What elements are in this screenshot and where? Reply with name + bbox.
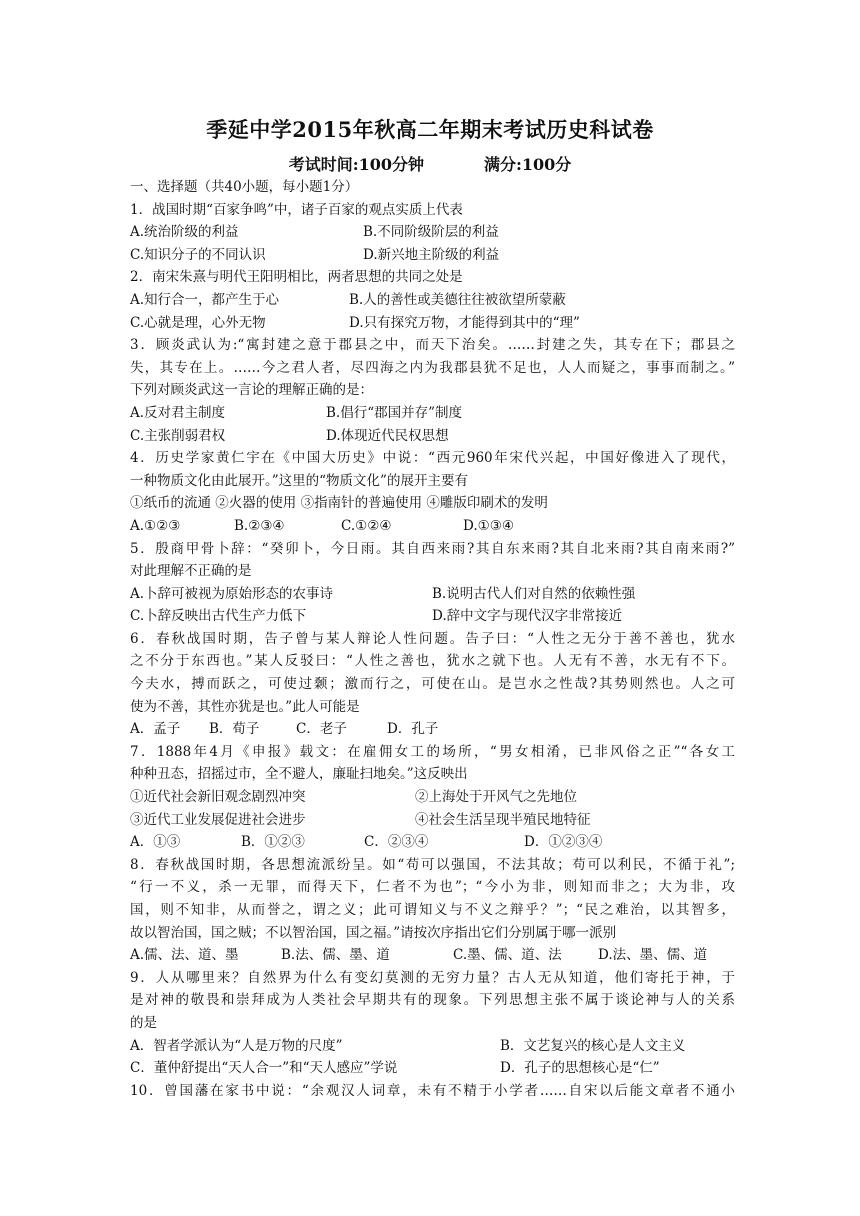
question-3-line: 下列对顾炎武这一言论的理解正确的是： [130,382,373,399]
option-d: D.新兴地主阶级的利益 [363,246,500,263]
exam-time: 考试时间:100分钟 [288,155,424,174]
question-8-line: 国，则不知非，从而誉之，谓之义；此可谓知义与不义之辩乎？”；“民之难治，以其智多， [130,902,735,918]
statement-3: ③近代工业发展促进社会进步 [130,811,306,828]
option-c: C.墨、儒、道、法 [453,947,562,964]
option-d: D．①②③④ [524,834,603,851]
question-8-options [130,944,735,967]
statement-4: ④社会生活呈现半殖民地特征 [415,811,591,828]
statement-2: ②上海处于开风气之先地位 [415,789,577,806]
option-a: A．①③ [130,834,181,851]
question-6-options [130,718,735,741]
option-c: C．董仲舒提出“天人合一”和“天人感应”学说 [130,1060,398,1077]
question-3-line: 失，其专在上。……今之君人者，尽四海之内为我郡县犹不足也，人人而疑之，事事而制之。” [130,359,735,376]
question-7-line: 种种丑态，招摇过市，全不避人，廉耻扫地矣。”这反映出 [130,766,468,783]
option-d: D.辞中文字与现代汉字非常接近 [432,608,623,625]
option-a: A．智者学派认为“人是万物的尺度” [130,1037,343,1054]
statement-1: ①近代社会新旧观念剧烈冲突 [130,789,306,806]
question-6-line: 今夫水，搏而跃之，可使过颡；激而行之，可使在山。是岂水之性哉?其势则然也。人之可 [130,676,735,693]
question-8-line: “行一不义，杀一无罪，而得天下，仁者不为也”；“今小为非，则知而非之；大为非，攻 [130,879,735,896]
question-1-options-ab [130,221,735,244]
question-8-line: 故以智治国，国之贼；不以智治国，国之福。”请按次序指出它们分别属于哪一派别 [130,924,617,941]
option-c: C．老子 [296,721,347,738]
question-9-line: 的是 [130,1014,157,1031]
question-6-line: 之不分于东西也。”某人反驳曰：“人性之善也，犹水之就下也。人无有不善，水无有不下。 [130,653,735,670]
full-score: 满分:100分 [484,155,572,174]
option-d: D.只有探究万物，才能得到其中的“理” [349,314,580,331]
section-heading: 一、选择题（共40小题，每小题1分） [130,179,359,195]
question-10-line: 10．曾国藩在家书中说：“余观汉人词章，未有不精于小学者……自宋以后能文章者不通小 [130,1082,735,1099]
exam-info [0,152,860,175]
question-8-line: 8．春秋战国时期，各思想流派纷呈。如“苟可以强国，不法其故；苟可以利民，不循于礼”; [130,856,735,873]
question-3-line: 3．顾炎武认为:“寓封建之意于郡县之中，而天下治矣。……封建之失，其专在下；郡县之 [130,337,735,354]
question-3-options-cd [130,425,735,448]
question-2-options-ab [130,289,735,312]
option-a: A.统治阶级的利益 [130,224,239,241]
option-b: B.②③④ [234,517,285,534]
option-a: A.知行合一，都产生于心 [130,291,280,308]
option-b: B．荀子 [209,721,260,738]
question-7-line: 7．1888年4月《申报》载文：在雇佣女工的场所，“男女相淆，已非风俗之正”“各女工 [130,743,735,760]
option-d: D．孔子 [387,721,439,738]
option-b: B.不同阶级阶层的利益 [363,224,499,241]
question-4-options [130,515,735,538]
option-d: D.法、墨、儒、道 [598,947,708,964]
question-6-line: 6．春秋战国时期，告子曾与某人辩论人性问题。告子曰：“人性之无分于善不善也，犹水 [130,630,735,647]
question-5-line: 5．殷商甲骨卜辞：“癸卯卜，今日雨。其自西来雨?其自东来雨?其自北来雨?其自南来雨?” [130,540,735,557]
exam-body [130,176,735,1102]
option-c: C．②③④ [364,834,429,851]
question-9-line: 9．人从哪里来？自然界为什么有变幻莫测的无穷力量？古人无从知道，他们寄托于神，于 [130,969,735,986]
question-7-statements-34 [130,809,735,832]
question-5-line: 对此理解不正确的是 [130,563,252,580]
option-b: B.说明古代人们对自然的依赖性强 [432,585,636,602]
question-7-options [130,831,735,854]
option-c: C.心就是理，心外无物 [130,314,266,331]
question-1-options-cd [130,244,735,267]
option-a: A.反对君主制度 [130,404,226,421]
question-3-options-ab [130,402,735,425]
question-5-options-cd [130,605,735,628]
question-6-line: 使为不善，其性亦犹是也。”此人可能是 [130,698,360,715]
option-a: A.①②③ [130,517,181,534]
option-a: A.卜辞可被视为原始形态的农事诗 [130,585,334,602]
option-b: B.人的善性或美德往往被欲望所蒙蔽 [349,291,566,308]
option-a: A.儒、法、道、墨 [130,947,239,964]
question-4-line: 一种物质文化由此展开。”这里的“物质文化”的展开主要有 [130,472,468,489]
option-d: D.体现近代民权思想 [326,427,449,444]
option-c: C.知识分子的不同认识 [130,246,266,263]
question-2-stem: 2．南宋朱熹与明代王阳明相比，两者思想的共同之处是 [130,269,463,286]
question-9-options-ab [130,1035,735,1058]
question-4-line: ①纸币的流通 ②火器的使用 ③指南针的普遍使用 ④雕版印刷术的发明 [130,495,548,512]
question-7-statements-12 [130,786,735,809]
question-4-line: 4．历史学家黄仁宇在《中国大历史》中说：“西元960年宋代兴起，中国好像进入了现代， [130,450,735,467]
option-c: C.①②④ [341,517,392,534]
question-5-options-ab [130,583,735,606]
option-b: B.法、儒、墨、道 [281,947,390,964]
question-1-stem: 1．战国时期“百家争鸣”中，诸子百家的观点实质上代表 [130,201,463,218]
option-b: B．①②③ [241,834,305,851]
question-9-options-cd [130,1057,735,1080]
option-a: A．孟子 [130,721,181,738]
option-c: C.主张削弱君权 [130,427,226,444]
question-9-line: 是对神的敬畏和崇拜成为人类社会早期共有的现象。下列思想主张不属于谈论神与人的关系 [130,992,735,1009]
question-2-options-cd [130,312,735,335]
page-title: 季延中学2015年秋高二年期末考试历史科试卷 [206,117,654,142]
option-c: C.卜辞反映出古代生产力低下 [130,608,307,625]
option-b: B．文艺复兴的核心是人文主义 [500,1037,686,1054]
option-d: D．孔子的思想核心是“仁” [500,1060,660,1077]
option-b: B.倡行“郡国并存”制度 [326,404,463,421]
option-d: D.①③④ [463,517,514,534]
